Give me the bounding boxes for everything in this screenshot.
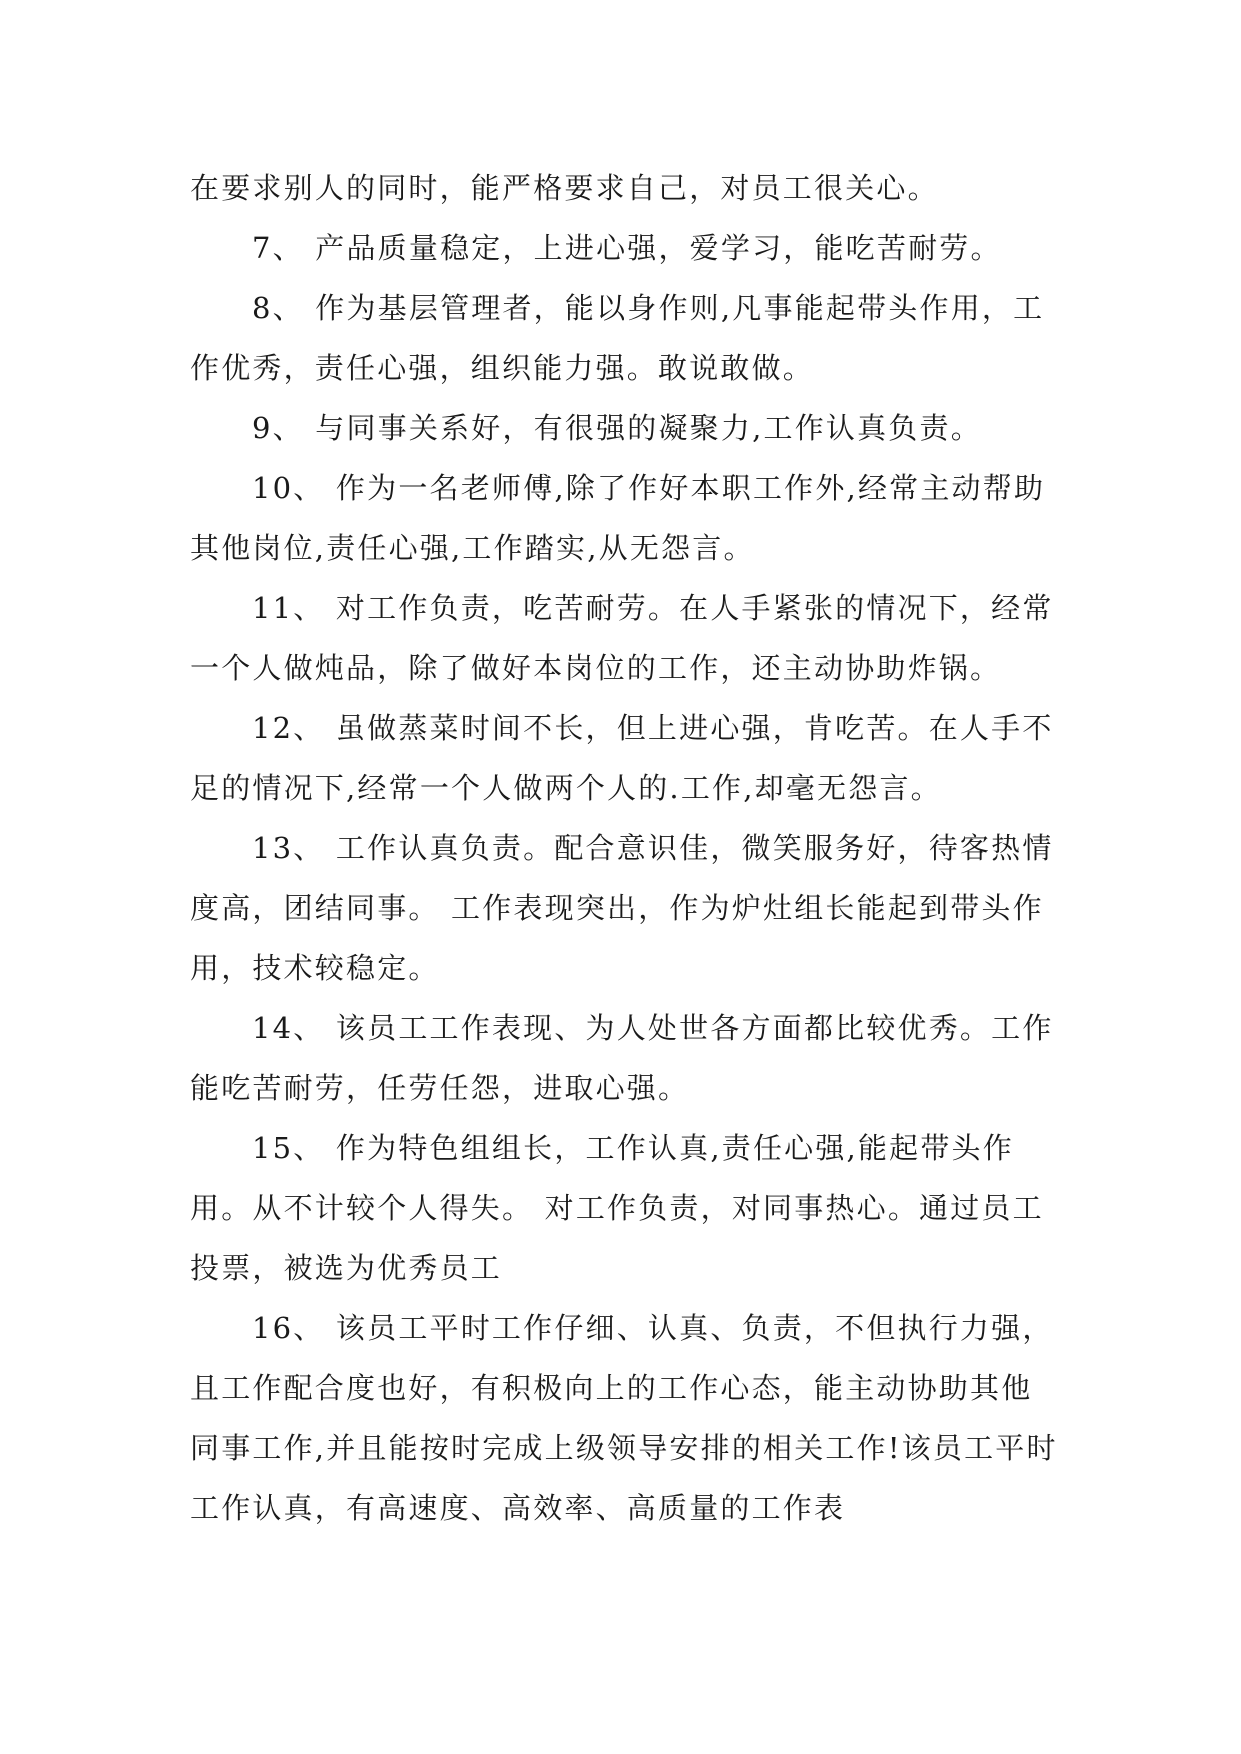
paragraph: 13、 工作认真负责。配合意识佳，微笑服务好，待客热情度高，团结同事。 工作表现突出，作为炉灶组长能起到带头作用，技术较稳定。 <box>190 831 1054 985</box>
paragraph: 12、 虽做蒸菜时间不长，但上进心强，肯吃苦。在人手不足的情况下,经常一个人做两个人的.工作,却毫无怨言。 <box>190 711 1054 805</box>
document-body <box>190 158 1060 1538</box>
paragraph: 14、 该员工工作表现、为人处世各方面都比较优秀。工作能吃苦耐劳，任劳任怨，进取心强。 <box>190 1011 1054 1105</box>
paragraph: 11、 对工作负责，吃苦耐劳。在人手紧张的情况下，经常一个人做炖品，除了做好本岗位的工作，还主动协助炸锅。 <box>190 591 1054 685</box>
paragraph: 16、 该员工平时工作仔细、认真、负责，不但执行力强，且工作配合度也好，有积极向上的工作心态，能主动协助其他同事工作,并且能按时完成上级领导安排的相关工作!该员工平时工作认真，有高速度、高效率、高质量的工作表 <box>190 1311 1058 1525</box>
paragraph: 9、 与同事关系好，有很强的凝聚力,工作认真负责。 <box>252 411 982 445</box>
paragraph: 在要求别人的同时，能严格要求自己，对员工很关心。 <box>190 171 939 205</box>
paragraph: 8、 作为基层管理者，能以身作则,凡事能起带头作用，工作优秀，责任心强，组织能力强。敢说敢做。 <box>190 291 1045 385</box>
paragraph: 7、 产品质量稳定，上进心强，爱学习，能吃苦耐劳。 <box>252 231 1002 265</box>
paragraph: 15、 作为特色组组长，工作认真,责任心强,能起带头作用。从不计较个人得失。 对工作负责，对同事热心。通过员工投票，被选为优秀员工 <box>190 1131 1044 1285</box>
paragraph: 10、 作为一名老师傅,除了作好本职工作外,经常主动帮助其他岗位,责任心强,工作踏实,从无怨言。 <box>190 471 1046 565</box>
